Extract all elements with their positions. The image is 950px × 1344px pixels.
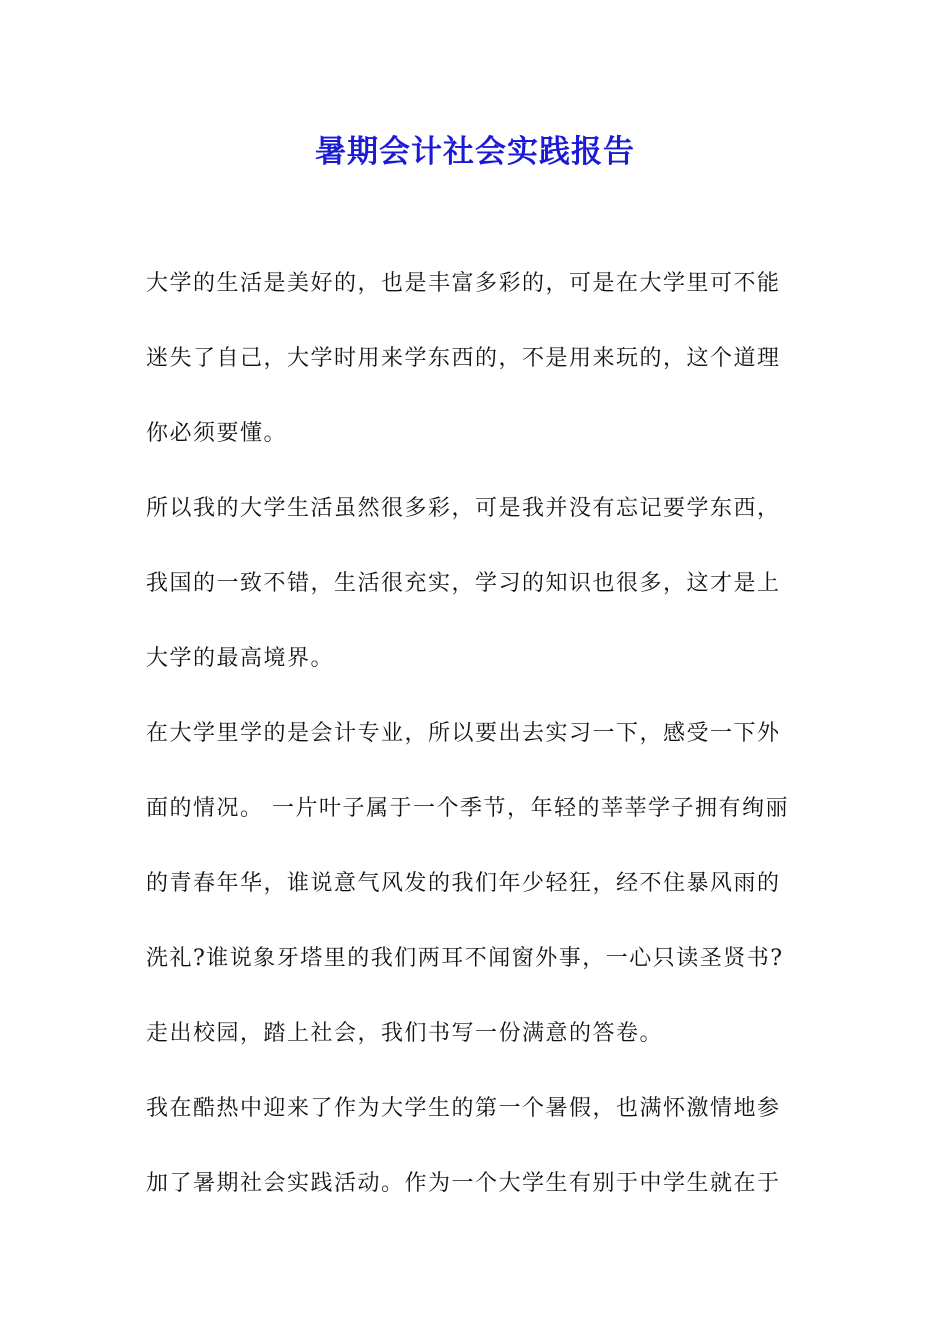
text-line: 你必须要懂。: [146, 421, 288, 446]
text-line: 面的情况。 一片叶子属于一个季节，年轻的莘莘学子拥有绚丽: [146, 796, 789, 821]
document-title: 暑期会计社会实践报告: [315, 134, 635, 170]
text-line: 我国的一致不错，生活很充实，学习的知识也很多，这才是上: [146, 571, 781, 596]
text-line: 迷失了自己，大学时用来学东西的，不是用来玩的，这个道理: [146, 346, 781, 371]
text-line: 大学的生活是美好的，也是丰富多彩的，可是在大学里可不能: [146, 271, 781, 296]
text-line: 走出校园，踏上社会，我们书写一份满意的答卷。: [146, 1021, 664, 1046]
text-line: 大学的最高境界。: [146, 646, 335, 671]
text-line: 洗礼?谁说象牙塔里的我们两耳不闻窗外事，一心只读圣贤书?: [146, 946, 784, 971]
text-line: 的青春年华，谁说意气风发的我们年少轻狂，经不住暴风雨的: [146, 871, 781, 896]
text-line: 我在酷热中迎来了作为大学生的第一个暑假，也满怀激情地参: [146, 1096, 781, 1121]
text-line: 加了暑期社会实践活动。作为一个大学生有别于中学生就在于: [146, 1171, 781, 1196]
text-line: 在大学里学的是会计专业，所以要出去实习一下，感受一下外: [146, 721, 781, 746]
text-line: 所以我的大学生活虽然很多彩，可是我并没有忘记要学东西，: [146, 496, 781, 521]
